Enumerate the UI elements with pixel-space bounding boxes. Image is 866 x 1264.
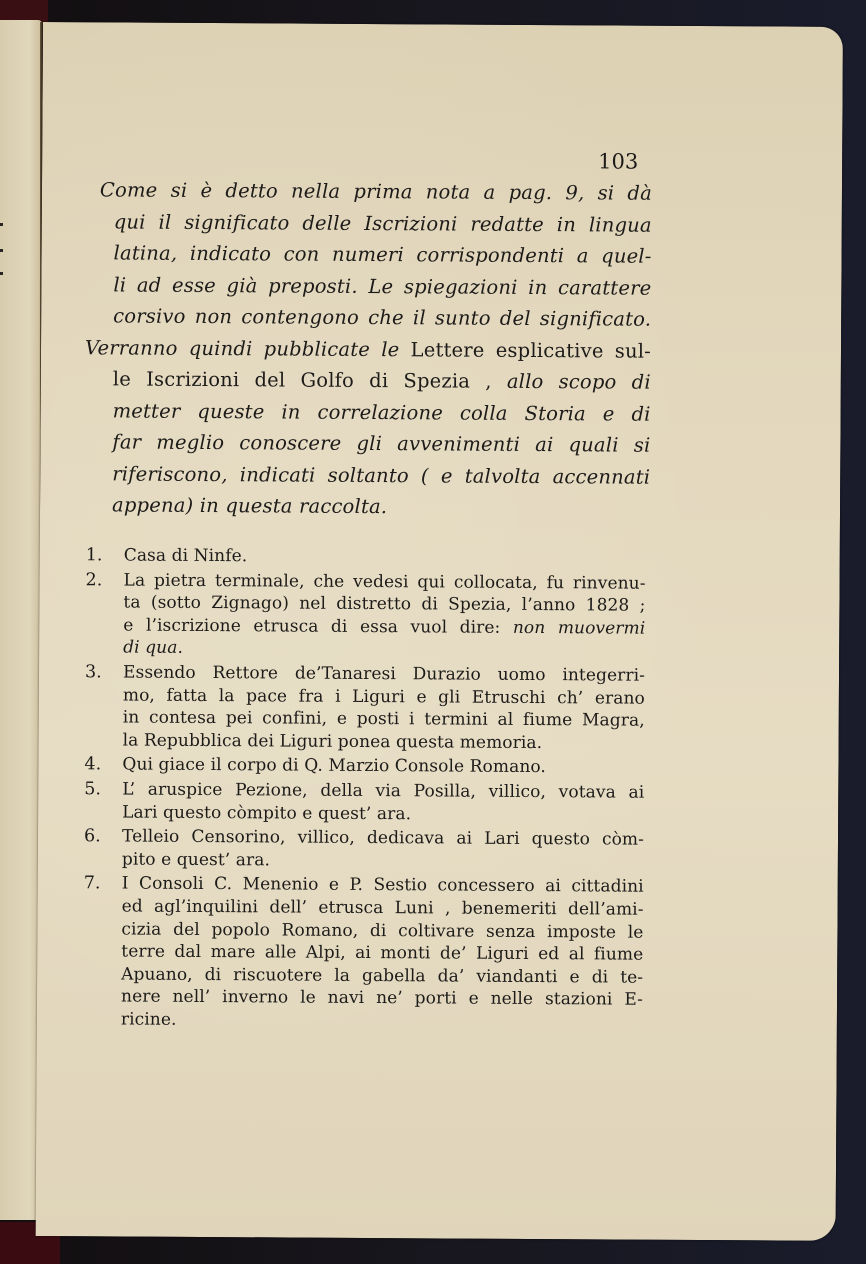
intro-line: appena) in questa raccolta. xyxy=(111,493,388,519)
facing-page-edge xyxy=(0,20,42,1220)
item-roman-segment: e l’iscrizione etrusca di essa vuol dire: xyxy=(123,615,513,638)
book-page xyxy=(36,22,843,1241)
item-number: 2. xyxy=(85,569,103,590)
item-line: ta (sotto Zignago) nel distretto di Spezia, l’anno 1828 ; xyxy=(123,592,646,616)
item-number: 7. xyxy=(83,873,101,894)
intro-roman-segment: le Iscrizioni del Golfo di Spezia , xyxy=(112,367,507,393)
item-line: pito e quest’ ara. xyxy=(121,849,271,871)
list-item-3 xyxy=(85,662,646,756)
intro-line: riferiscono, indicati soltanto ( e talvolta accennati xyxy=(112,461,651,489)
intro-line-mixed xyxy=(85,336,651,371)
list-item-1 xyxy=(86,545,646,571)
item-line: Telleio Censorino, villico, dedicava ai Lari questo còm- xyxy=(121,826,645,850)
item-number: 3. xyxy=(84,662,102,683)
item-line: I Consoli C. Menenio e P. Sestio concessero ai cittadini xyxy=(121,873,644,897)
item-line: Lari questo còmpito e quest’ ara. xyxy=(122,802,412,824)
item-number: 5. xyxy=(84,779,102,800)
item-line: ed agl’inquilini dell’ etrusca Luni , benemeriti dell’ami- xyxy=(121,896,644,920)
intro-paragraph xyxy=(84,178,653,528)
inscription-list xyxy=(83,545,646,1037)
intro-line: metter queste in correlazione colla Storia e di xyxy=(112,398,651,426)
intro-italic-segment: allo scopo di xyxy=(506,369,651,394)
item-line: La pietra terminale, che vedesi qui collocata, fu rinvenu- xyxy=(123,570,646,594)
item-line: cizia del popolo Romano, di coltivare senza imposte le xyxy=(121,918,644,943)
intro-line: qui il significato delle Iscrizioni redatte in lingua xyxy=(113,209,652,237)
intro-line: latina, indicato con numeri corrispondenti a quel- xyxy=(113,241,652,268)
intro-line: li ad esse già preposti. Le spiegazioni in carattere xyxy=(113,272,652,300)
item-line: L’ aruspice Pezione, della via Posilla, villico, votava ai xyxy=(122,779,645,803)
intro-line: far meglio conoscere gli avvenimenti ai quali si xyxy=(112,430,651,457)
item-number: 1. xyxy=(85,545,103,566)
item-number: 6. xyxy=(83,826,101,847)
item-line: ricine. xyxy=(120,1009,177,1030)
intro-line: Come si è detto nella prima nota a pag. 9, si dà xyxy=(99,178,653,205)
item-line: la Repubblica dei Liguri ponea questa memoria. xyxy=(122,730,543,753)
item-line: Casa di Ninfe. xyxy=(123,545,248,567)
item-line: in contesa pei confini, e posti i termini al fiume Magra, xyxy=(122,707,645,731)
item-line: Apuano, di riscuotere la gabella da’ viandanti e di te- xyxy=(121,964,644,988)
item-line: mo, fatta la pace fra i Liguri e gli Etruschi ch’ erano xyxy=(122,685,645,709)
list-item-4 xyxy=(84,755,644,781)
list-item-5 xyxy=(84,779,644,828)
intro-italic-segment: Verranno quindi pubblicate le xyxy=(84,335,411,361)
item-line: terre dal mare alle Alpi, ai monti de’ Liguri ed al fiume xyxy=(121,941,644,965)
item-italic-segment: non muovermi xyxy=(512,617,646,639)
intro-line: corsivo non contengono che il sunto del significato. xyxy=(113,304,652,331)
item-number: 4. xyxy=(84,754,102,775)
item-line: di qua. xyxy=(123,637,184,659)
list-item-7 xyxy=(83,874,644,1036)
list-item-2 xyxy=(85,570,646,664)
item-line: nere nell’ inverno le navi ne’ porti e nelle stazioni E- xyxy=(120,986,644,1010)
page-number: 103 xyxy=(598,149,639,174)
intro-roman-segment: Lettere esplicative sul- xyxy=(410,337,652,363)
item-line: Qui giace il corpo di Q. Marzio Console Romano. xyxy=(122,754,547,778)
item-line-mixed xyxy=(123,615,645,641)
list-item-6 xyxy=(84,826,644,875)
item-line: Essendo Rettore de’Tanaresi Durazio uomo integerri- xyxy=(122,662,646,686)
intro-line-mixed xyxy=(99,367,651,402)
